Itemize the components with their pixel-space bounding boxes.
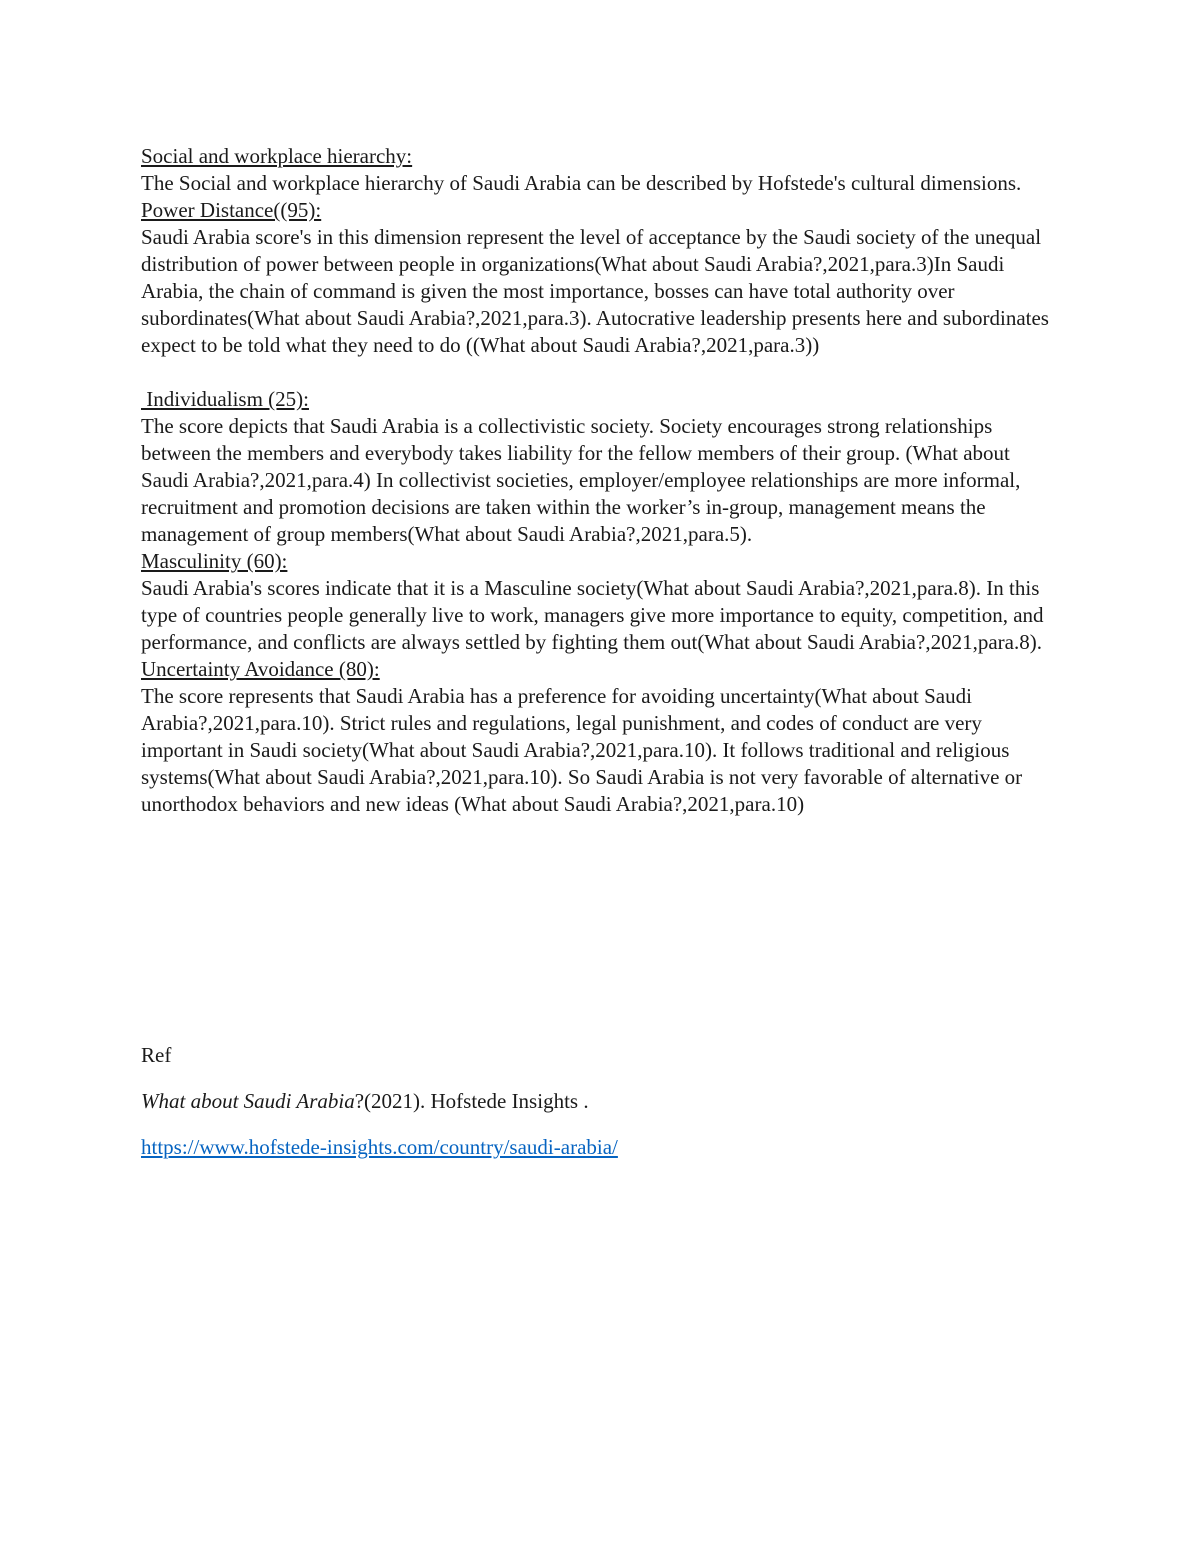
document-body [141,143,1061,818]
reference-link-line [141,1134,1061,1161]
references-section [141,1042,1061,1180]
power-distance-heading: Power Distance((95): [141,198,322,222]
intro-paragraph: The Social and workplace hierarchy of Saudi Arabia can be described by Hofstede's cultural dimensions. [141,171,1022,195]
section-title: Social and workplace hierarchy: [141,144,413,168]
uncertainty-avoidance-paragraph: The score represents that Saudi Arabia has a preference for avoiding uncertainty(What about Saudi Arabia?,2021,para.10). Strict rules and regulations, legal punishment, and codes of conduct are very important in Saudi society(What about Saudi Arabia?,2021,para.10). It follows traditional and religious systems(What about Saudi Arabia?,2021,para.10). So Saudi Arabia is not very favorable of alternative or unorthodox behaviors and new ideas (What about Saudi Arabia?,2021,para.10) [141,684,1023,816]
citation-details: ?(2021). Hofstede Insights . [354,1089,589,1113]
power-distance-paragraph: Saudi Arabia score's in this dimension represent the level of acceptance by the Saudi society of the unequal distribution of power between people in organizations(What about Saudi Arabia?,2021,para.3)In Saudi Arabia, the chain of command is given the most importance, bosses can have total authority over subordinates(What about Saudi Arabia?,2021,para.3). Autocrative leadership presents here and subordinates expect to be told what they need to do ((What about Saudi Arabia?,2021,para.3)) [141,225,1049,357]
individualism-heading: Individualism (25): [141,387,309,411]
reference-citation [141,1088,1061,1115]
uncertainty-avoidance-heading: Uncertainty Avoidance (80): [141,657,380,681]
citation-title: What about Saudi Arabia [141,1089,355,1113]
blank-line [141,359,1061,386]
reference-url-link[interactable]: https://www.hofstede-insights.com/country/saudi-arabia/ [141,1135,618,1159]
individualism-paragraph: The score depicts that Saudi Arabia is a collectivistic society. Society encourages strong relationships between the members and everybody takes liability for the fellow members of their group. (What about Saudi Arabia?,2021,para.4) In collectivist societies, employer/employee relationships are more informal, recruitment and promotion decisions are taken within the worker’s in-group, management means the management of group members(What about Saudi Arabia?,2021,para.5). [141,414,1021,546]
references-label: Ref [141,1043,172,1067]
masculinity-paragraph: Saudi Arabia's scores indicate that it is a Masculine society(What about Saudi Arabia?,2021,para.8). In this type of countries people generally live to work, managers give more importance to equity, competition, and performance, and conflicts are always settled by fighting them out(What about Saudi Arabia?,2021,para.8). [141,576,1044,654]
masculinity-heading: Masculinity (60): [141,549,288,573]
